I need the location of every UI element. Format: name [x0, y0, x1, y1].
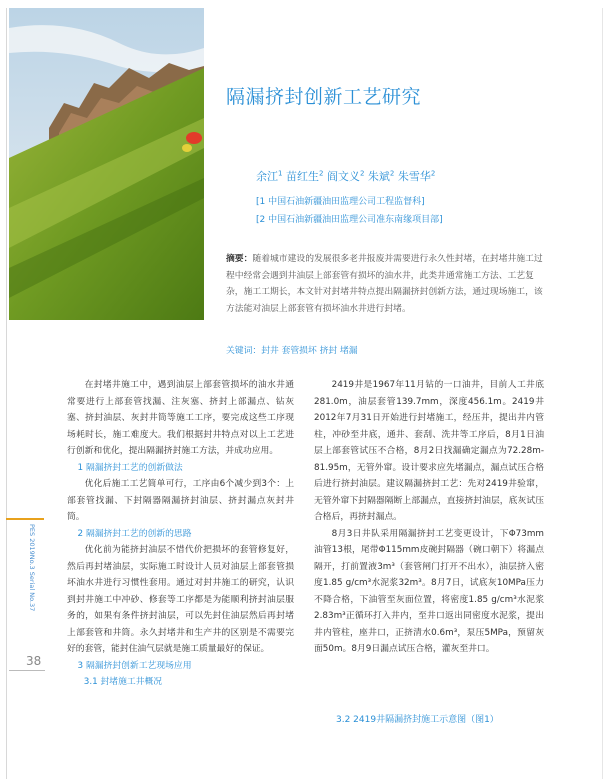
journal-issue-vertical [24, 524, 38, 634]
abstract [226, 251, 544, 317]
paragraph: 8月3日井队采用隔漏挤封工艺变更设计，下Φ73mm油管13根，尾带Φ115mm皮碗封隔器（碗口朝下）将漏点隔开，打前置液3m³（套管闸门打开不出水），油层挤入密度1.85 g/cm³水泥浆32m³。8月7日，试底灰10MPa压力不降合格，下油管至灰面位置，将密度1.85 g/cm³水泥浆2.83m³正循环打入井内，至井口返出同密度水泥浆，提出井内管柱，座井口，正挤清水0.6m³，泵压5MPa，预留灰面50m。8月9日漏点试压合格，灌灰至井口。 [314, 528, 544, 654]
paragraph: 优化后施工工艺简单可行，工序由6个减少到3个：上部套管找漏、下封隔器隔漏挤封油层、挤封漏点灰封井筒。 [67, 479, 294, 522]
keywords-label: 关键词： [226, 346, 262, 356]
keywords [226, 343, 358, 356]
sidebar-accent-bar [6, 518, 44, 520]
author: 苗红生$^2$ [285, 169, 324, 183]
author: 余江$^1$ [256, 169, 283, 183]
keywords-text: 封井 套管损坏 挤封 堵漏 [261, 346, 358, 356]
author: 朱斌$^2$ [367, 169, 395, 183]
section-heading: 1 隔漏挤封工艺的创新做法 [77, 462, 183, 473]
body-column-right [314, 377, 544, 658]
left-margin-rule [6, 8, 7, 779]
author: 朱雪华$^2$ [397, 169, 436, 183]
abstract-text: 随着城市建设的发展很多老井报废并需要进行永久性封堵，在封堵井施工过程中经常会遇到井油层上部套管有损坏的油水井，此类井通常施工方法、工艺复杂，施工工期长，本文针对封堵井特点提出隔漏挤封创新方法，通过现场施工，该方法能对油层上部套管有损坏油水井进行封堵。 [226, 254, 543, 314]
affiliation-1: [1 中国石油新疆油田监理公司工程监督科] [256, 197, 425, 207]
abstract-label: 摘要： [226, 254, 253, 264]
author: 阎文义$^2$ [326, 169, 365, 183]
paragraph: 2419井是1967年11月钻的一口油井，目前人工井底281.0m，油层套管139.7mm，深度456.1m。2419井2012年7月31日开始进行封堵施工，经压井，提出井内管柱，冲砂至井底，通井、套刮、洗井等工序后，8月1日油层上部套管试压不合格，8月2日找漏确定漏点为72.28m-81.95m，无管外窜。设计要求应先堵漏点，漏点试压合格后进行挤封油层。建议隔漏挤封工艺：先对2419井验窜，无管外窜下封隔器隔断上部漏点，直接挤封油层，底灰试压合格后，再挤封漏点。 [314, 380, 544, 522]
affiliation-2: [2 中国石油新疆油田监理公司准东南缘项目部] [256, 215, 443, 225]
figure-caption: 3.2 2419井隔漏挤封施工示意图（图1） [336, 715, 499, 725]
page-number-rule [9, 670, 45, 671]
paragraph: 在封堵井施工中，遇到油层上部套管损坏的油水井通常要进行上部套管找漏、注灰塞、挤封上部漏点、钻灰塞、挤封油层、灰封井筒等施工工序，要完成这些工序现场耗时长，施工难度大。我们根据封井特点对以上工艺进行创新和优化，提出隔漏挤封施工方法，并成功应用。 [67, 380, 294, 456]
journal-issue-text: PES 2019No.3 Serial No.37 [28, 524, 36, 612]
page-number: 38 [26, 654, 42, 668]
subsection-heading: 3.1 封堵施工井概况 [83, 677, 163, 687]
section-heading: 2 隔漏挤封工艺的创新的思路 [77, 528, 192, 539]
paragraph: 优化前为能挤封油层不惜代价把损坏的套管修复好，然后再封堵油层，实际施工时设计人员对油层上部套管损坏油水井进行习惯性套用。通过对封井施工的研究，认识到封井施工中冲砂、修套等工序都是为能顺利挤封油层服务的，如果有条件挤封油层，可以先封住油层然后再封堵上部套管和井筒。永久封堵井和生产井的区别是不需要完好的套管，能封住油气层就是施工质量最好的保证。 [67, 545, 294, 654]
article-title: 隔漏挤封创新工艺研究 [226, 86, 422, 108]
section-heading: 3 隔漏挤封创新工艺现场应用 [77, 660, 192, 671]
header-photo [9, 8, 204, 320]
body-column-left [67, 377, 294, 691]
author-list [256, 168, 435, 184]
right-margin-rule [602, 8, 603, 779]
